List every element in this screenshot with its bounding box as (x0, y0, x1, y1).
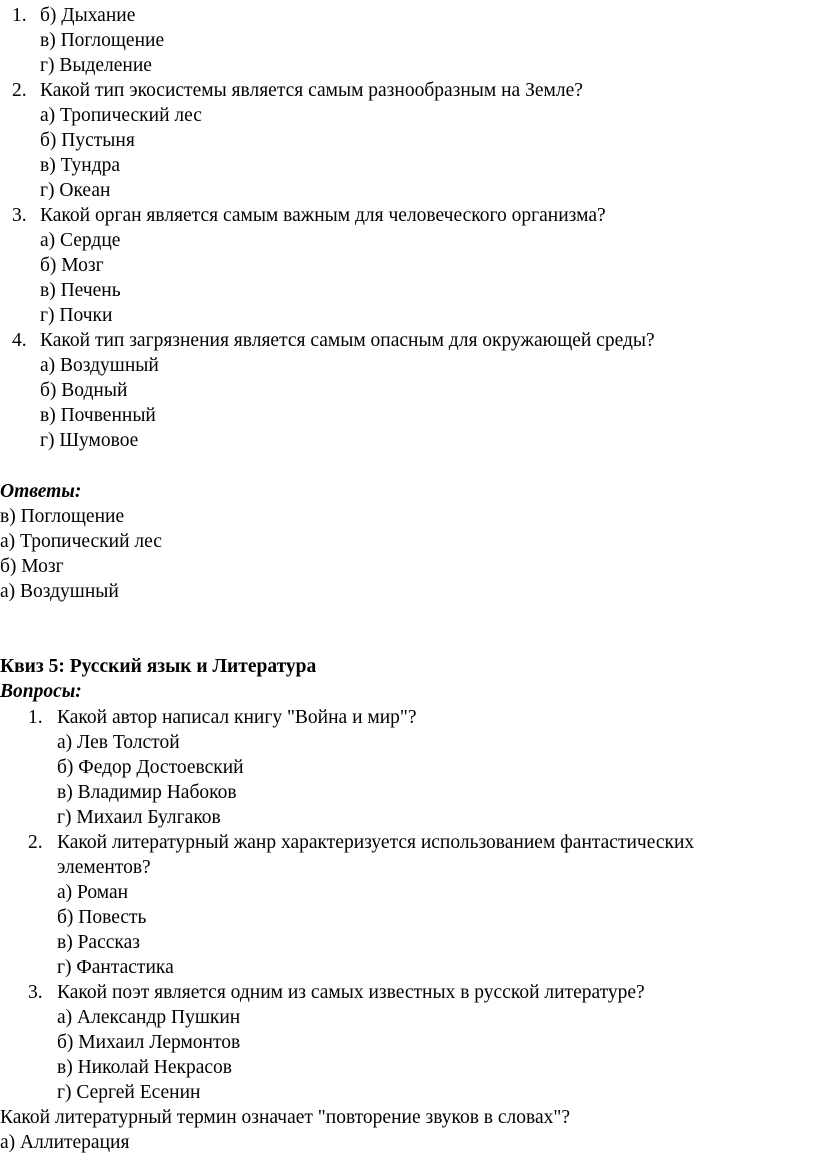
option: б) Михаил Лермонтов (57, 1032, 241, 1053)
option: а) Тропический лес (40, 105, 202, 126)
question-text: Какой тип загрязнения является самым опасным для окружающей среды? (40, 330, 655, 351)
option: а) Лев Толстой (57, 732, 180, 753)
option: в) Тундра (40, 155, 121, 176)
option: а) Аллитерация (0, 1132, 130, 1153)
option: б) Пустыня (40, 130, 135, 151)
questions-heading: Вопросы: (0, 681, 82, 702)
answer-item: а) Тропический лес (0, 531, 162, 552)
question-number: 1. (12, 5, 27, 26)
option: в) Печень (40, 280, 121, 301)
option: в) Владимир Набоков (57, 782, 237, 803)
question-number: 2. (28, 832, 43, 853)
option: в) Поглощение (40, 30, 165, 51)
answers-heading: Ответы: (0, 481, 82, 502)
answer-item: в) Поглощение (0, 506, 125, 527)
option: а) Роман (57, 882, 129, 903)
option: б) Повесть (57, 907, 147, 928)
option: в) Почвенный (40, 405, 156, 426)
option: а) Сердце (40, 230, 121, 251)
option: г) Почки (40, 305, 113, 326)
option: г) Океан (40, 180, 111, 201)
quiz-title: Квиз 5: Русский язык и Литература (0, 656, 317, 677)
question-number: 4. (12, 330, 27, 351)
option: г) Сергей Есенин (57, 1082, 201, 1103)
question-text: Какой тип экосистемы является самым разнообразным на Земле? (40, 80, 583, 101)
question-text: Какой литературный термин означает "повторение звуков в словах"? (0, 1107, 570, 1128)
option: б) Дыхание (40, 5, 136, 26)
question-text: Какой автор написал книгу "Война и мир"? (57, 707, 417, 728)
option: г) Фантастика (57, 957, 174, 978)
answer-item: а) Воздушный (0, 581, 119, 602)
option: г) Михаил Булгаков (57, 807, 221, 828)
question-text-continued: элементов? (57, 857, 151, 878)
option: б) Водный (40, 380, 128, 401)
option: в) Рассказ (57, 932, 140, 953)
option: б) Федор Достоевский (57, 757, 244, 778)
question-number: 3. (12, 205, 27, 226)
question-text: Какой литературный жанр характеризуется использованием фантастических (57, 832, 695, 853)
option: а) Александр Пушкин (57, 1007, 241, 1028)
question-number: 1. (28, 707, 43, 728)
option: а) Воздушный (40, 355, 159, 376)
option: в) Николай Некрасов (57, 1057, 232, 1078)
option: б) Мозг (40, 255, 104, 276)
option: г) Шумовое (40, 430, 139, 451)
question-number: 2. (12, 80, 27, 101)
question-number: 3. (28, 982, 43, 1003)
question-text: Какой орган является самым важным для человеческого организма? (40, 205, 606, 226)
question-text: Какой поэт является одним из самых известных в русской литературе? (57, 982, 645, 1003)
answer-item: б) Мозг (0, 556, 64, 577)
option: г) Выделение (40, 55, 152, 76)
